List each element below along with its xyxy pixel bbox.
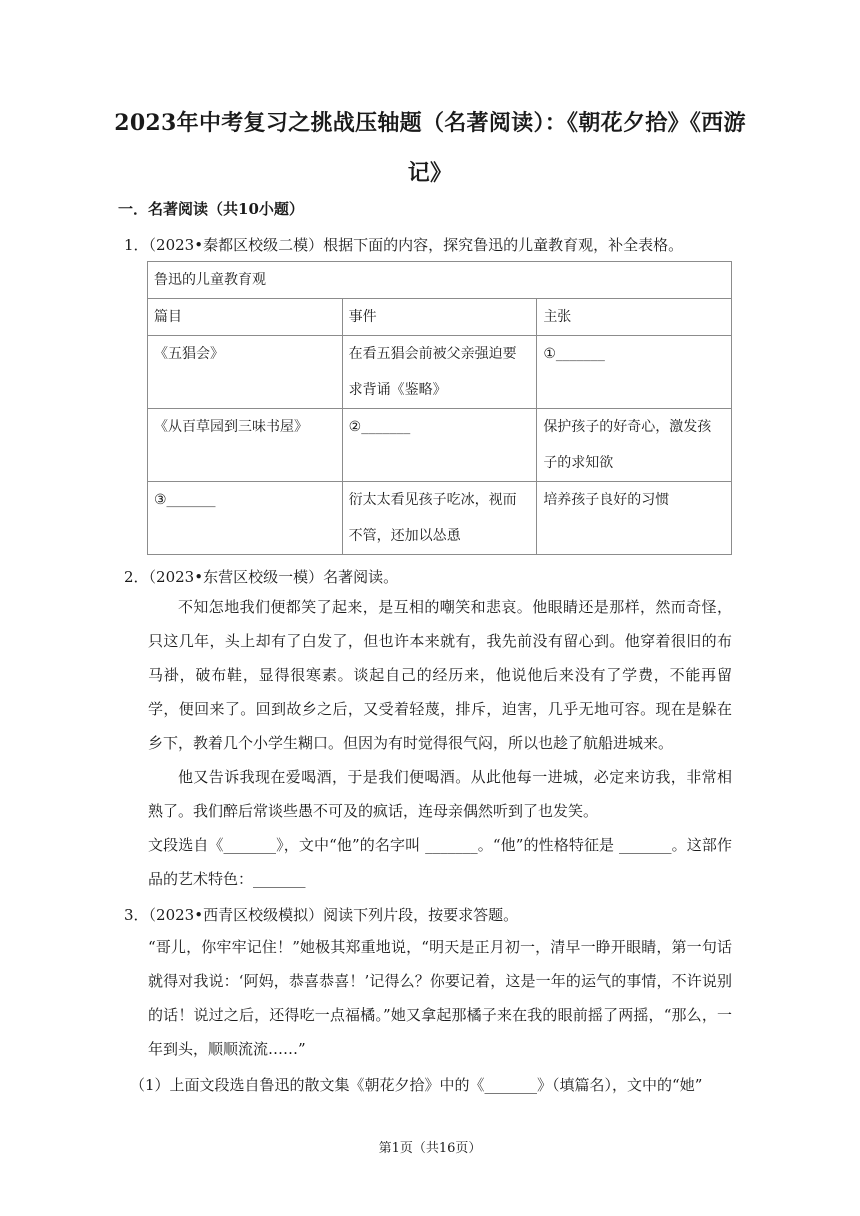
education-table: [147, 261, 732, 555]
table-cell: 保护孩子的好奇心，激发孩子的求知欲: [537, 409, 732, 482]
table-cell: 《五猖会》: [148, 336, 343, 409]
table-header-cell: 主张: [537, 299, 732, 336]
table-cell: ①_______: [537, 336, 732, 409]
table-caption-row: [148, 262, 732, 299]
table-cell: 培养孩子良好的习惯: [537, 482, 732, 555]
table-cell: ②_______: [342, 409, 537, 482]
page-title: 2023年中考复习之挑战压轴题（名著阅读）：《朝花夕拾》《西游记》: [114, 110, 746, 186]
passage-paragraph: “哥儿，你牢牢记住！”她极其郑重地说，“明天是正月初一，清早一睁开眼睛，第一句话就得对我说：‘阿妈，恭喜恭喜！’记得么？你要记着，这是一年的运气的事情，不许说别的话！说过之后，还得吃一点福橘。”她又拿起那橘子来在我的眼前摇了两摇，“那么，一年到头，顺顺流流……”: [148, 938, 732, 1058]
table-header-cell: 篇目: [148, 299, 343, 336]
table-header-row: [148, 299, 732, 336]
table-row: [148, 482, 732, 555]
page-footer: 第1页（共16页）: [378, 1141, 482, 1156]
question-3-stem: 3．（2023•西青区校级模拟）阅读下列片段，按要求答题。: [124, 906, 519, 924]
passage-paragraph: 不知怎地我们便都笑了起来，是互相的嘲笑和悲哀。他眼睛还是那样，然而奇怪，只这几年，头上却有了白发了，但也许本来就有，我先前没有留心到。他穿着很旧的布马褂，破布鞋，显得很寒素。谈起自己的经历来，他说他后来没有了学费，不能再留学，便回来了。回到故乡之后，又受着轻蔑，排斥，迫害，几乎无地可容。现在是躲在乡下，教着几个小学生糊口。但因为有时觉得很气闷，所以也趁了航船进城来。: [148, 598, 732, 752]
table-row: [148, 409, 732, 482]
question-2-prompt: 文段选自《_______》，文中“他”的名字叫 _______。“他”的性格特征是 _______。这部作品的艺术特色：_______: [148, 836, 732, 888]
question-3-sub-1: （1）上面文段选自鲁迅的散文集《朝花夕拾》中的《_______》（填篇名），文中的“她”: [130, 1076, 703, 1094]
question-1-stem: 1．（2023•秦都区校级二模）根据下面的内容，探究鲁迅的儿童教育观，补全表格。: [124, 236, 684, 254]
question-2-stem: 2．（2023•东营区校级一模）名著阅读。: [124, 568, 399, 586]
table-caption: 鲁迅的儿童教育观: [148, 262, 732, 299]
table-cell: ③_______: [148, 482, 343, 555]
section-heading: 一．名著阅读（共10小题）: [118, 200, 304, 218]
table-header-cell: 事件: [342, 299, 537, 336]
table-row: [148, 336, 732, 409]
table-cell: 衍太太看见孩子吃冰，视而不管，还加以怂恿: [342, 482, 537, 555]
passage-paragraph: 他又告诉我现在爱喝酒，于是我们便喝酒。从此他每一进城，必定来访我，非常相熟了。我们醉后常谈些愚不可及的疯话，连母亲偶然听到了也发笑。: [148, 768, 732, 820]
table-cell: 《从百草园到三味书屋》: [148, 409, 343, 482]
table-cell: 在看五猖会前被父亲强迫要求背诵《鉴略》: [342, 336, 537, 409]
